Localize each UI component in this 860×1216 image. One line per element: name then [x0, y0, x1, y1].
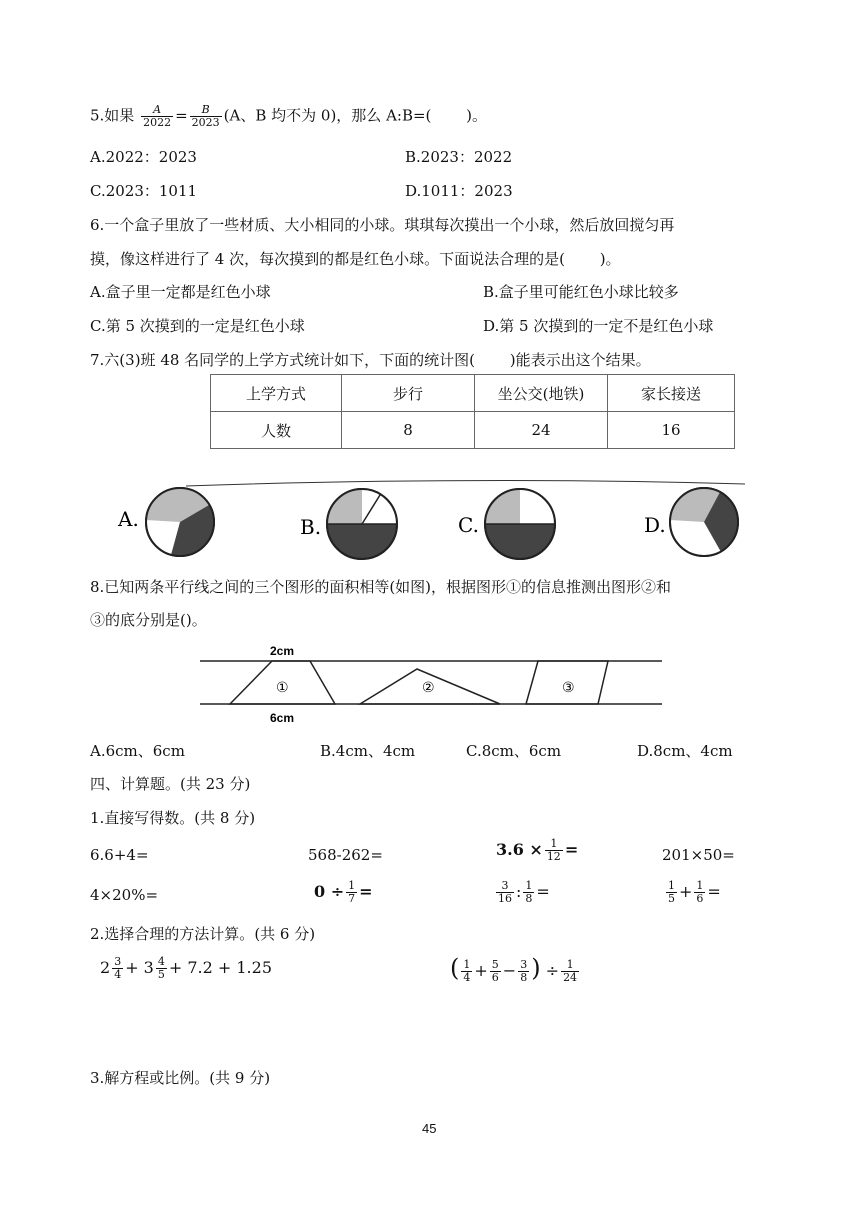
pie-label-a: A. — [118, 507, 139, 531]
q6-line2: 摸，像这样进行了 4 次，每次摸到的都是红色小球。下面说法合理的是( )。 — [90, 250, 621, 268]
table-cell: 步行 — [342, 375, 475, 412]
table-row — [211, 412, 735, 449]
q6-option-a: A.盒子里一定都是红色小球 — [90, 283, 271, 301]
q5-line: 5.如果 $\frac{A}{2022}$ = $\frac{B}{2023}$ (A、B 均不为 0)，那么 A:B=( )。 — [90, 103, 488, 129]
table-cell: 家长接送 — [608, 375, 735, 412]
shape-3-label: ③ — [562, 680, 575, 696]
q5-frac-left: $\frac{A}{2022}$ — [143, 103, 172, 129]
q5-suffix: (A、B 均不为 0)，那么 A:B=( )。 — [223, 106, 488, 125]
table-cell: 人数 — [211, 412, 342, 449]
q8-option-d: D.8cm、4cm — [637, 742, 733, 760]
pie-label-c: C. — [458, 513, 479, 537]
expression-1: 2 $\frac{3}{4}$ + 3 $\frac{4}{5}$ + 7.2 + 1.25 — [100, 955, 272, 981]
q5-option-b: B.2023：2022 — [405, 148, 513, 166]
q5-prefix: 5.如果 — [90, 106, 135, 125]
q5-frac-right: $\frac{B}{2023}$ — [191, 103, 220, 129]
calc-item: 201×50= — [662, 846, 735, 864]
part2-title: 2.选择合理的方法计算。(共 6 分) — [90, 925, 316, 943]
q5-option-c: C.2023：1011 — [90, 182, 198, 200]
calc-item-math: 0 ÷ $\frac{1}{7}$ = — [314, 879, 373, 905]
q7-text: 7.六(3)班 48 名同学的上学方式统计如下，下面的统计图( )能表示出这个结果。 — [90, 351, 651, 369]
q7-table — [210, 374, 735, 449]
q8-line2: ③的底分别是()。 — [90, 611, 207, 629]
fig-top-label: 2cm — [270, 644, 295, 658]
pie-label-d: D. — [644, 513, 666, 537]
q5-option-a: A.2022：2023 — [90, 148, 197, 166]
page-number: 45 — [422, 1121, 437, 1136]
shape-1-label: ① — [276, 680, 289, 696]
table-row — [211, 375, 735, 412]
q5-option-d: D.1011：2023 — [405, 182, 513, 200]
pie-c — [485, 489, 555, 559]
q8-option-c: C.8cm、6cm — [466, 742, 562, 760]
q8-option-b: B.4cm、4cm — [320, 742, 416, 760]
table-cell: 24 — [475, 412, 608, 449]
pie-b — [327, 489, 397, 559]
pie-a — [146, 488, 214, 556]
expression-2: ( $\frac{1}{4}$ + $\frac{5}{6}$ − $\frac{3}{8}$ ) ÷ $\frac{1}{24}$ — [450, 954, 578, 984]
calc-item: 6.6+4= — [90, 846, 149, 864]
q7-pie-options — [100, 468, 760, 568]
table-cell: 上学方式 — [211, 375, 342, 412]
calc-item-math: $\frac{3}{16}$ : $\frac{1}{8}$ = — [498, 879, 550, 905]
table-cell: 坐公交(地铁) — [475, 375, 608, 412]
section-title: 四、计算题。(共 23 分) — [90, 775, 251, 793]
shape-2-label: ② — [422, 680, 435, 696]
q6-option-b: B.盒子里可能红色小球比较多 — [483, 283, 679, 301]
q6-line1: 6.一个盒子里放了一些材质、大小相同的小球。琪琪每次摸出一个小球，然后放回搅匀再 — [90, 216, 675, 234]
pie-label-b: B. — [300, 515, 322, 539]
q8-line1: 8.已知两条平行线之间的三个图形的面积相等(如图)，根据图形①的信息推测出图形②和 — [90, 578, 672, 596]
part1-title: 1.直接写得数。(共 8 分) — [90, 809, 256, 827]
q8-figure — [200, 642, 670, 732]
calc-item-math: 3.6 × $\frac{1}{12}$ = — [496, 837, 579, 863]
fig-bottom-label: 6cm — [270, 711, 295, 725]
bracket-line — [186, 480, 745, 486]
table-cell: 8 — [342, 412, 475, 449]
part3-title: 3.解方程或比例。(共 9 分) — [90, 1069, 271, 1087]
table-cell: 16 — [608, 412, 735, 449]
q8-option-a: A.6cm、6cm — [90, 742, 185, 760]
q6-option-d: D.第 5 次摸到的一定不是红色小球 — [483, 317, 714, 335]
calc-item: 568-262= — [308, 846, 383, 864]
calc-item-math: $\frac{1}{5}$ + $\frac{1}{6}$ = — [668, 879, 721, 905]
q6-option-c: C.第 5 次摸到的一定是红色小球 — [90, 317, 305, 335]
pie-d — [670, 488, 739, 556]
calc-item: 4×20%= — [90, 886, 159, 904]
